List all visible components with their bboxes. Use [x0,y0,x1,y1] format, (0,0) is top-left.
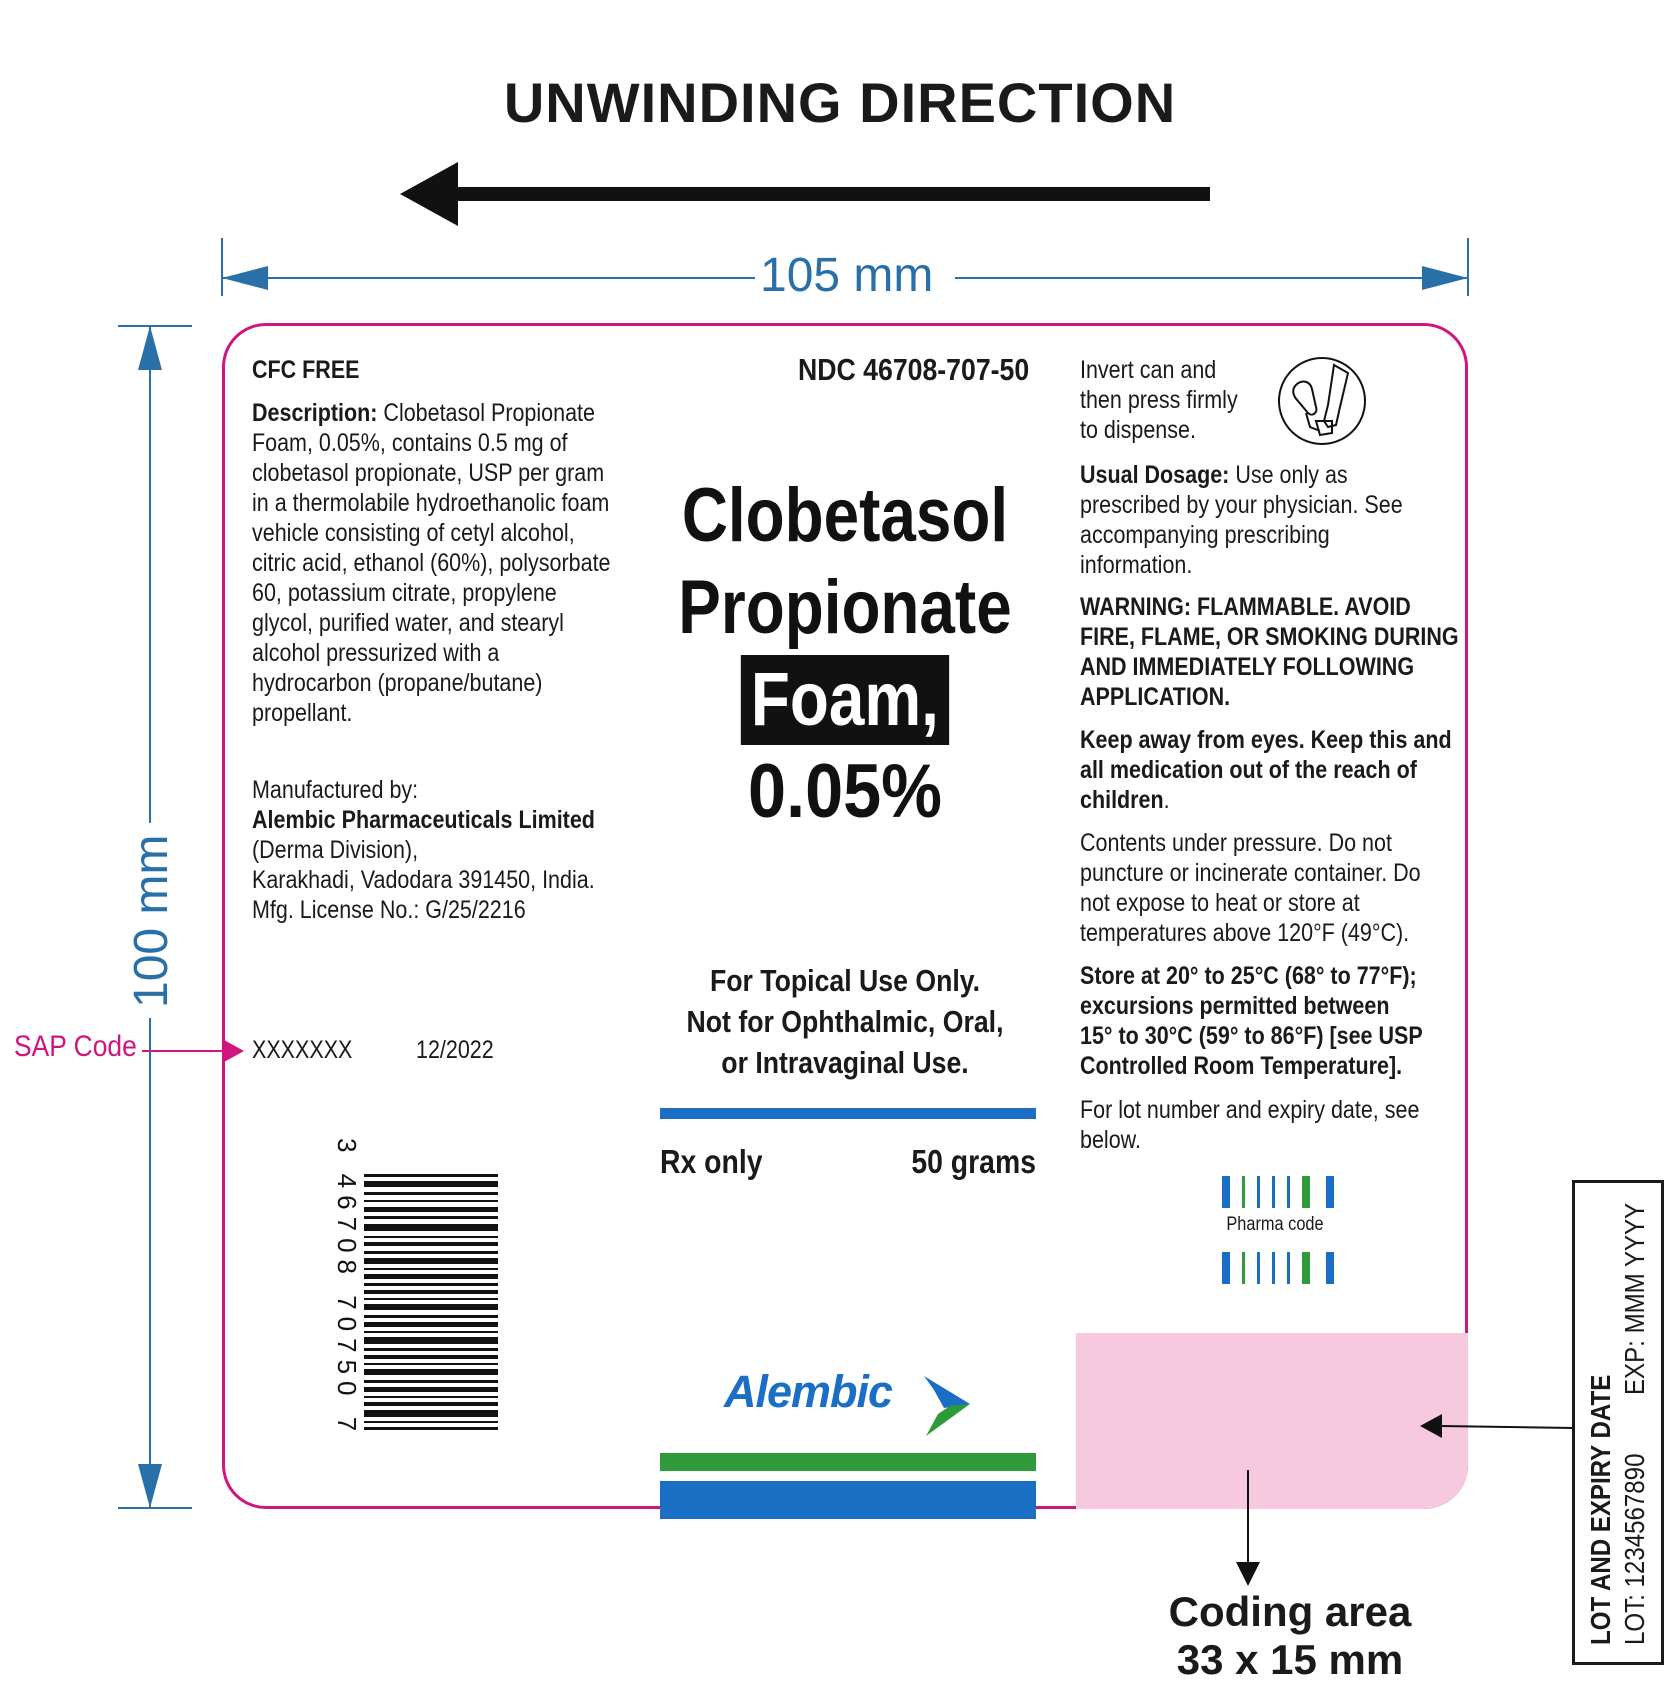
sap-code-value: XXXXXXX [252,1036,353,1064]
invert-line: to dispense. [1080,416,1196,444]
pressure-line: not expose to heat or store at [1080,889,1360,917]
coding-area-label-line: 33 x 15 mm [1176,1636,1404,1683]
product-name-line: Clobetasol [681,473,1009,558]
lot-note-line: below. [1080,1126,1141,1154]
product-name-line: Propionate [678,565,1012,650]
sap-code-label: SAP Code [14,1030,137,1063]
pharma-code-bars-bottom [1222,1252,1336,1284]
lot-box-pointer-arrow-icon [1420,1408,1576,1444]
manufacturer-line: Mfg. License No.: G/25/2216 [252,896,526,924]
date-code: 12/2022 [416,1036,494,1064]
description-line: Clobetasol Propionate [377,399,595,427]
keep-away-block [1080,725,1452,815]
net-quantity-text: 50 grams [911,1143,1036,1180]
description-line: Foam, 0.05%, contains 0.5 mg of [252,429,568,457]
invert-line: then press firmly [1080,386,1238,414]
warning-line: APPLICATION. [1080,683,1231,711]
storage-line: Store at 20° to 25°C (68° to 77°F); [1080,962,1417,990]
product-strength: 0.05% [748,749,942,834]
barcode-digits-area [332,1138,362,1478]
alembic-logo-text: Alembic [724,1366,893,1417]
storage-line: 15° to 30°C (59° to 86°F) [see USP [1080,1022,1423,1050]
description-line: citric acid, ethanol (60%), polysorbate [252,549,611,577]
warning-line: WARNING: FLAMMABLE. AVOID [1080,593,1411,621]
pressure-warning-block [1080,828,1421,948]
description-block [252,398,611,728]
description-line: alcohol pressurized with a [252,639,500,667]
usual-dosage-line: information. [1080,551,1193,579]
alembic-logo-chevron-icon [920,1376,976,1438]
manufacturer-line: Karakhadi, Vadodara 391450, India. [252,866,595,894]
storage-block [1080,961,1423,1081]
pharma-code-bars-top [1222,1176,1336,1208]
invert-can-icon [1276,355,1368,447]
pressure-line: puncture or incinerate container. Do [1080,859,1421,887]
expiry-date-text: EXP: MMM YYYY [1619,1202,1650,1395]
description-line: hydrocarbon (propane/butane) [252,669,543,697]
description-line: glycol, purified water, and stearyl [252,609,564,637]
coding-area-label [1130,1588,1450,1684]
lot-number-text: LOT: 1234567890 [1619,1453,1650,1645]
blue-bottom-bar [660,1481,1036,1519]
description-line: propellant. [252,699,353,727]
width-dimension-label: 105 mm [760,249,934,302]
topical-use-statement [620,960,1070,1083]
pressure-line: temperatures above 120°F (49°C). [1080,919,1410,947]
keep-away-line: Keep away from eyes. Keep this and [1080,726,1452,754]
coding-area-box [1076,1333,1468,1509]
barcode-digits: 3 46708 70750 7 [332,1138,362,1439]
lot-note-block [1080,1095,1419,1155]
lot-note-line: For lot number and expiry date, see [1080,1096,1420,1124]
warning-line: AND IMMEDIATELY FOLLOWING [1080,653,1415,681]
height-dimension-label: 100 mm [125,834,178,1008]
keep-away-line: all medication out of the reach of [1080,756,1417,784]
topical-use-line: or Intravaginal Use. [721,1045,969,1080]
keep-away-line: children [1080,786,1164,814]
topical-use-line: For Topical Use Only. [709,963,981,998]
storage-line: excursions permitted between [1080,992,1390,1020]
usual-dosage-block [1080,460,1403,580]
unwinding-direction-title: UNWINDING DIRECTION [503,71,1177,134]
description-line: in a thermolabile hydroethanolic foam [252,489,610,517]
unwinding-arrow-icon [400,158,1220,230]
coding-area-label-line: Coding area [1168,1588,1412,1635]
description-heading: Description: [252,399,378,427]
coding-area-down-arrow-icon [1232,1470,1264,1590]
rx-only-text: Rx only [660,1143,763,1180]
invert-line: Invert can and [1080,356,1217,384]
usual-dosage-line: prescribed by your physician. See [1080,491,1403,519]
storage-line: Controlled Room Temperature]. [1080,1052,1403,1080]
product-name-foam-box: Foam, [741,655,949,745]
ndc-number: NDC 46708-707-50 [798,352,1030,387]
warning-line: FIRE, FLAME, OR SMOKING DURING [1080,623,1459,651]
warning-block [1080,592,1459,712]
description-line: 60, potassium citrate, propylene [252,579,557,607]
usual-dosage-line: accompanying prescribing [1080,521,1330,549]
usual-dosage-line: Use only as [1229,461,1348,489]
description-line: vehicle consisting of cetyl alcohol, [252,519,575,547]
lot-expiry-title: LOT AND EXPIRY DATE [1585,1374,1616,1645]
barcode-image [338,1140,508,1480]
topical-use-line: Not for Ophthalmic, Oral, [686,1004,1004,1039]
cfc-free-text: CFC FREE [252,356,360,384]
lot-expiry-box [1572,1180,1664,1665]
blue-divider-bar [660,1108,1036,1119]
product-name [620,470,1070,838]
keep-away-period: . [1163,786,1170,814]
usual-dosage-heading: Usual Dosage: [1080,461,1230,489]
green-bottom-bar [660,1453,1036,1471]
invert-instructions [1080,355,1238,445]
pressure-line: Contents under pressure. Do not [1080,829,1392,857]
pharma-code-label: Pharma code [1226,1214,1324,1235]
manufactured-by-text: Manufactured by: [252,776,419,804]
manufacturer-line: (Derma Division), [252,836,419,864]
manufacturer-name: Alembic Pharmaceuticals Limited [252,806,595,834]
description-line: clobetasol propionate, USP per gram [252,459,605,487]
manufacturer-block [252,775,595,925]
